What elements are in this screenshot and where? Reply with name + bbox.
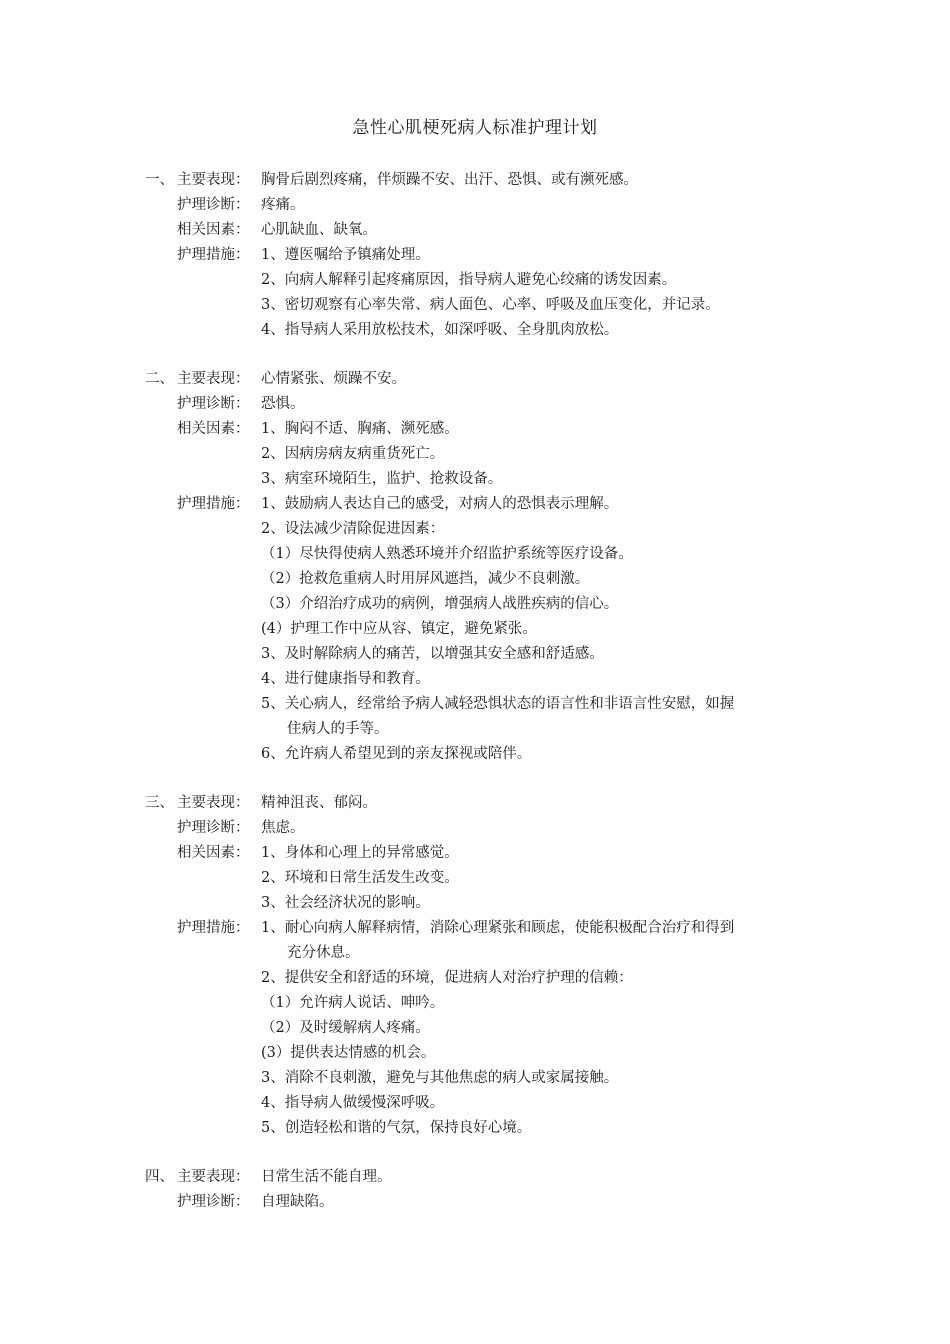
field-text: 2、因病房病友病重货死亡。	[261, 446, 445, 462]
field-text: 日常生活不能自理。	[261, 1169, 392, 1185]
document-body	[145, 168, 815, 1215]
plan-section	[145, 791, 815, 1141]
section-gap	[145, 1141, 815, 1165]
plan-line	[145, 1116, 815, 1141]
plan-line	[145, 567, 815, 592]
field-label: 护理措施：	[177, 247, 250, 263]
field-text: 心情紧张、烦躁不安。	[261, 371, 406, 387]
plan-line	[145, 367, 815, 392]
field-text: 4、指导病人采用放松技术，如深呼吸、全身肌肉放松。	[261, 322, 619, 338]
plan-line	[145, 492, 815, 517]
field-text: 3、病室环境陌生，监护、抢救设备。	[261, 471, 503, 487]
field-text: (4）护理工作中应从容、镇定，避免紧张。	[261, 621, 537, 637]
plan-line	[145, 1190, 815, 1215]
plan-line	[145, 891, 815, 916]
field-text: 5、关心病人，经常给予病人减轻恐惧状态的语言性和非语言性安慰，如握	[261, 696, 735, 712]
plan-line	[145, 667, 815, 692]
plan-line	[145, 1016, 815, 1041]
plan-line	[145, 392, 815, 417]
field-text: 4、进行健康指导和教育。	[261, 671, 430, 687]
field-text: 1、身体和心理上的异常感觉。	[261, 845, 459, 861]
field-text-continuation: 充分休息。	[287, 945, 360, 961]
field-label: 相关因素：	[177, 421, 250, 437]
plan-line	[145, 1066, 815, 1091]
field-text: 2、向病人解释引起疼痛原因，指导病人避免心绞痛的诱发因素。	[261, 272, 677, 288]
plan-line	[145, 816, 815, 841]
document-title: 急性心肌梗死病人标准护理计划	[352, 118, 598, 138]
field-text: 自理缺陷。	[261, 1194, 334, 1210]
field-text: 1、遵医嘱给予镇痛处理。	[261, 247, 430, 263]
field-text: 6、允许病人希望见到的亲友探视或陪伴。	[261, 746, 532, 762]
field-text: 1、鼓励病人表达自己的感受，对病人的恐惧表示理解。	[261, 496, 619, 512]
field-label: 护理措施：	[177, 920, 250, 936]
field-text: 疼痛。	[261, 197, 305, 213]
section-number: 二、	[145, 371, 174, 387]
field-text: 2、环境和日常生活发生改变。	[261, 870, 459, 886]
plan-line	[145, 941, 815, 966]
field-text: 5、创造轻松和谐的气氛，保持良好心境。	[261, 1120, 532, 1136]
plan-line	[145, 916, 815, 941]
field-label: 护理诊断：	[177, 820, 250, 836]
plan-section	[145, 168, 815, 343]
field-label: 护理诊断：	[177, 396, 250, 412]
plan-line	[145, 692, 815, 717]
plan-line	[145, 866, 815, 891]
field-text: （2）抢救危重病人时用屏风遮挡，减少不良刺激。	[261, 571, 590, 587]
field-text: 3、密切观察有心率失常、病人面色、心率、呼吸及血压变化，并记录。	[261, 297, 720, 313]
plan-line	[145, 193, 815, 218]
plan-line	[145, 318, 815, 343]
plan-line	[145, 642, 815, 667]
section-number: 一、	[145, 172, 174, 188]
plan-line	[145, 791, 815, 816]
field-text: 心肌缺血、缺氧。	[261, 222, 377, 238]
field-text: 精神沮丧、郁闷。	[261, 795, 377, 811]
plan-line	[145, 717, 815, 742]
field-text: （1）允许病人说话、呻吟。	[261, 995, 445, 1011]
field-text: 胸骨后剧烈疼痛，伴烦躁不安、出汗、恐惧、或有濒死感。	[261, 172, 638, 188]
field-text: （3）介绍治疗成功的病例，增强病人战胜疾病的信心。	[261, 596, 619, 612]
field-text: （2）及时缓解病人疼痛。	[261, 1020, 430, 1036]
plan-section	[145, 367, 815, 767]
plan-line	[145, 1165, 815, 1190]
plan-section	[145, 1165, 815, 1215]
field-text: 3、消除不良刺激，避免与其他焦虑的病人或家属接触。	[261, 1070, 619, 1086]
field-label: 护理诊断：	[177, 1194, 250, 1210]
section-gap	[145, 343, 815, 367]
plan-line	[145, 467, 815, 492]
section-number: 三、	[145, 795, 174, 811]
field-label: 护理措施：	[177, 496, 250, 512]
field-text: 3、社会经济状况的影响。	[261, 895, 430, 911]
plan-line	[145, 1041, 815, 1066]
plan-line	[145, 293, 815, 318]
plan-line	[145, 991, 815, 1016]
section-gap	[145, 767, 815, 791]
field-text: 焦虑。	[261, 820, 305, 836]
field-label: 主要表现：	[177, 371, 250, 387]
field-label: 相关因素：	[177, 222, 250, 238]
plan-line	[145, 442, 815, 467]
plan-line	[145, 517, 815, 542]
plan-line	[145, 243, 815, 268]
plan-line	[145, 841, 815, 866]
plan-line	[145, 268, 815, 293]
field-label: 护理诊断：	[177, 197, 250, 213]
field-label: 主要表现：	[177, 172, 250, 188]
plan-line	[145, 417, 815, 442]
field-text: 4、指导病人做缓慢深呼吸。	[261, 1095, 445, 1111]
field-label: 相关因素：	[177, 845, 250, 861]
plan-line	[145, 617, 815, 642]
section-number: 四、	[145, 1169, 174, 1185]
plan-line	[145, 1091, 815, 1116]
field-text: 2、提供安全和舒适的环境，促进病人对治疗护理的信赖：	[261, 970, 633, 986]
plan-line	[145, 966, 815, 991]
field-label: 主要表现：	[177, 795, 250, 811]
field-text-continuation: 住病人的手等。	[287, 721, 389, 737]
plan-line	[145, 218, 815, 243]
field-text: 恐惧。	[261, 396, 305, 412]
plan-line	[145, 542, 815, 567]
plan-line	[145, 168, 815, 193]
plan-line	[145, 592, 815, 617]
field-text: 1、胸闷不适、胸痛、濒死感。	[261, 421, 459, 437]
field-text: 2、设法减少清除促进因素：	[261, 521, 445, 537]
field-text: (3）提供表达情感的机会。	[261, 1045, 436, 1061]
field-text: 3、及时解除病人的痛苦，以增强其安全感和舒适感。	[261, 646, 604, 662]
field-label: 主要表现：	[177, 1169, 250, 1185]
plan-line	[145, 742, 815, 767]
field-text: （1）尽快得使病人熟悉环境并介绍监护系统等医疗设备。	[261, 546, 633, 562]
field-text: 1、耐心向病人解释病情，消除心理紧张和顾虑，使能积极配合治疗和得到	[261, 920, 735, 936]
